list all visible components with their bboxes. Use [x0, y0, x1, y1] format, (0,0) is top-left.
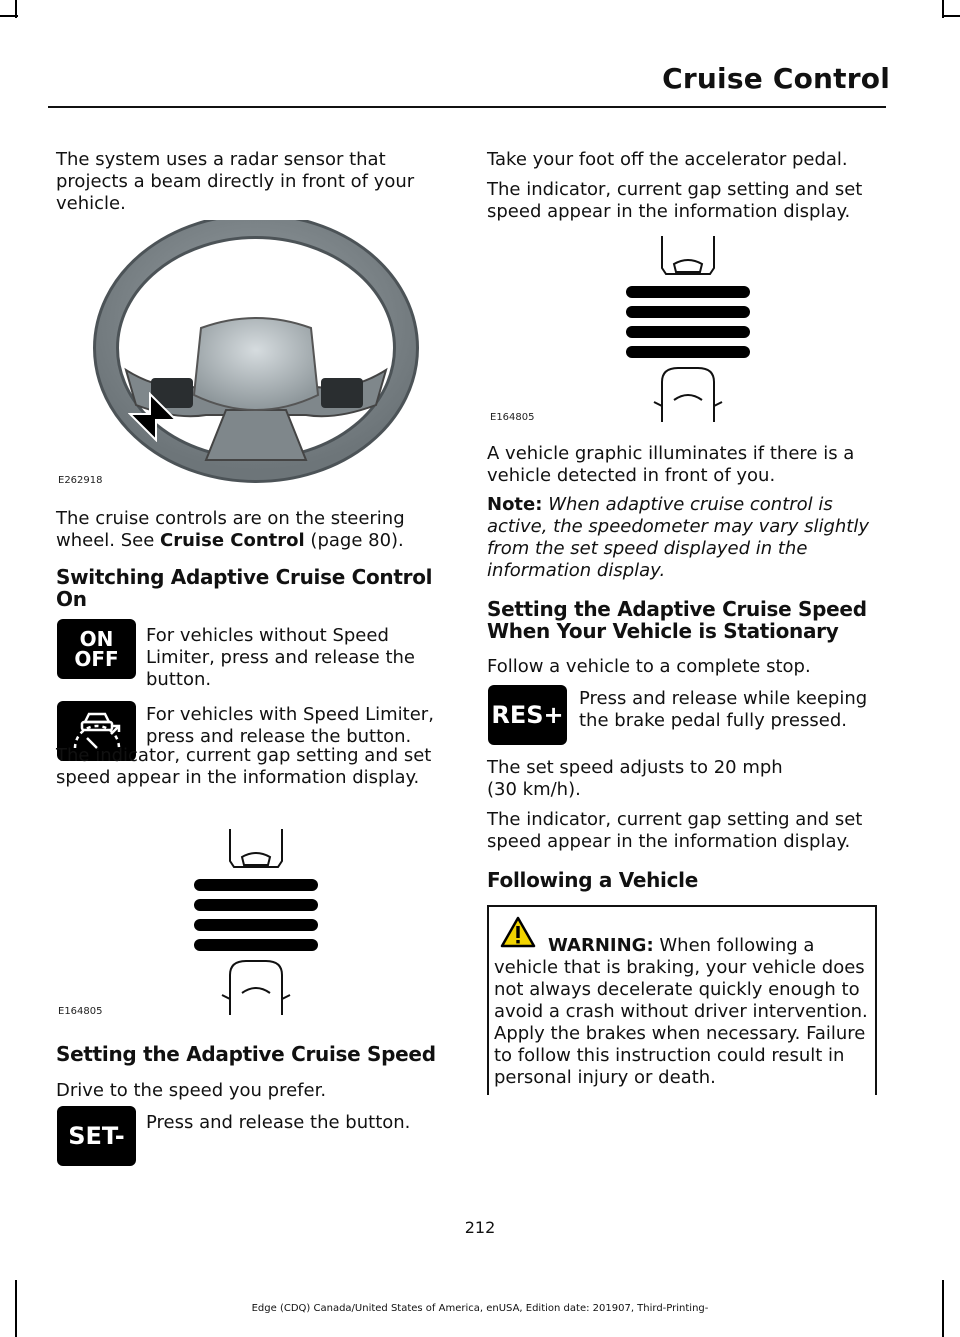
note-label: Note: [487, 494, 543, 515]
res-text: Press and release while keeping the brake pedal fully pressed. [579, 688, 868, 731]
gap-display-figure [190, 825, 320, 1020]
indicator-text-right-2: The indicator, current gap setting and set speed appear in the information display. [487, 809, 863, 852]
heading-setting-speed: Setting the Adaptive Cruise Speed [56, 1042, 436, 1066]
note [487, 494, 872, 582]
warning-text [494, 935, 872, 1089]
cruise-control-link[interactable]: Cruise Control [160, 530, 305, 551]
controls-text-pre: The cruise controls are on the steering wheel. See [56, 508, 405, 551]
set-text: Press and release the button. [146, 1112, 411, 1133]
indicator-text-right: The indicator, current gap setting and set speed appear in the information display. [487, 179, 863, 222]
controls-text [56, 508, 441, 552]
follow-text: Follow a vehicle to a complete stop. [487, 656, 811, 677]
arrow-icon [128, 392, 178, 442]
note-text: When adaptive cruise control is active, the speedometer may vary slightly from the set speed displayed in the information display. [487, 494, 869, 581]
warning-body: When following a vehicle that is braking, your vehicle does not always decelerate quickly enough to avoid a crash without driver intervention. Apply the brakes when necessary. Failure to follow this instruction could result in personal injury or death. [494, 935, 868, 1088]
crop-mark [0, 15, 18, 17]
warning-label: WARNING: [548, 935, 654, 956]
heading-following: Following a Vehicle [487, 868, 698, 892]
edition-info: Edge (CDQ) Canada/United States of America, enUSA, Edition date: 201907, Third-Printing- [251, 1303, 709, 1314]
on-off-button[interactable]: ON OFF [57, 619, 136, 679]
figure-code: E164805 [58, 1006, 103, 1017]
crop-mark [942, 15, 960, 17]
header-divider [48, 106, 886, 108]
controls-text-post: (page 80). [304, 530, 404, 551]
page-title: Cruise Control [662, 62, 890, 95]
res-plus-button[interactable]: RES+ [488, 685, 567, 745]
foot-text: Take your foot off the accelerator pedal. [487, 149, 848, 170]
drive-text: Drive to the speed you prefer. [56, 1080, 327, 1101]
adjust-text: The set speed adjusts to 20 mph (30 km/h). [487, 757, 783, 800]
figure-code: E164805 [490, 412, 535, 423]
heading-switching-on: Switching Adaptive Cruise Control On [56, 565, 433, 611]
set-minus-button[interactable]: SET- [57, 1106, 136, 1166]
limiter-text: For vehicles with Speed Limiter, press and release the button. [146, 704, 434, 747]
steering-wheel-figure [56, 220, 442, 490]
gap-display-figure [622, 232, 752, 427]
vehicle-graphic-text: A vehicle graphic illuminates if there is a vehicle detected in front of you. [487, 443, 855, 486]
on-off-text: For vehicles without Speed Limiter, press and release the button. [146, 625, 416, 690]
heading-stationary: Setting the Adaptive Cruise Speed When Your Vehicle is Stationary [487, 597, 867, 643]
indicator-text: The indicator, current gap setting and set speed appear in the information display. [56, 745, 432, 788]
intro-text: The system uses a radar sensor that projects a beam directly in front of your vehicle. [56, 149, 415, 214]
figure-code: E262918 [58, 475, 103, 486]
page-number: 212 [464, 1218, 496, 1237]
